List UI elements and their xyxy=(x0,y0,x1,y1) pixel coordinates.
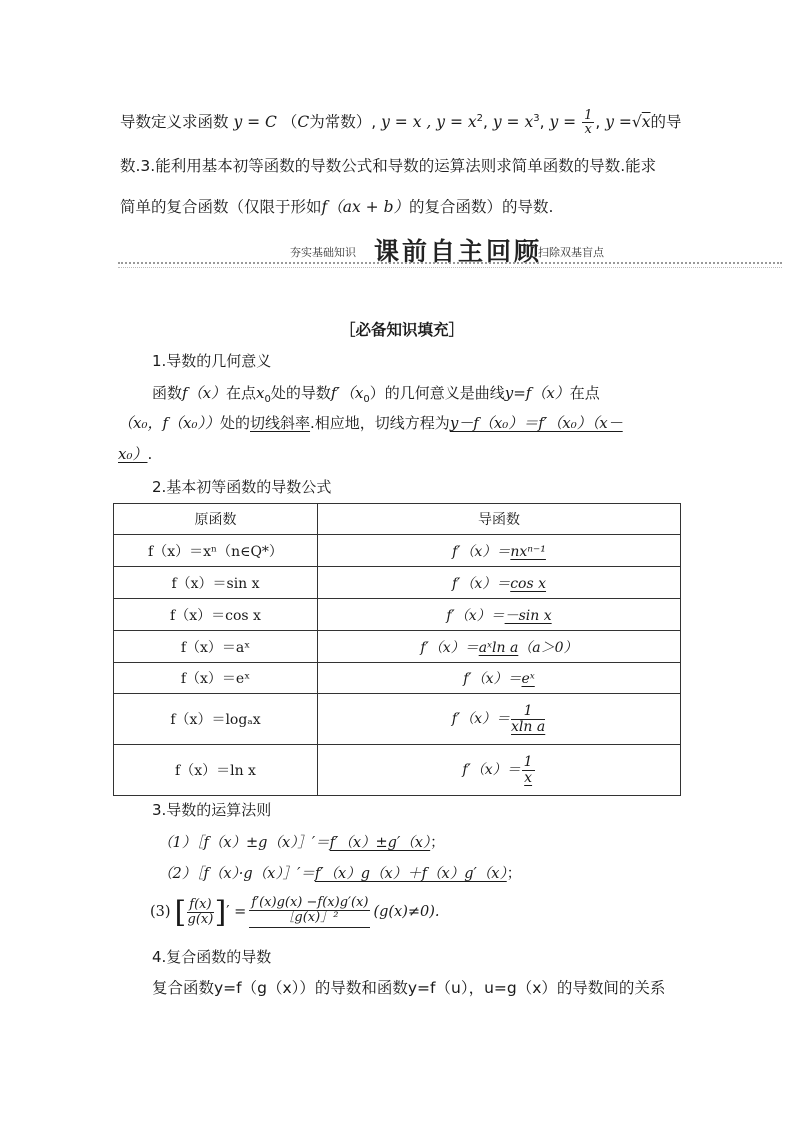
intro-text: 导数定义求函数 xyxy=(120,113,229,132)
formula-text: ′ = xyxy=(226,904,247,920)
formula-y-eq-sqrt: y = xyxy=(605,113,632,132)
table-cell-original: f（x）＝logₐx xyxy=(114,694,318,745)
fraction-numerator: 1 xyxy=(584,107,593,123)
s1-line-3 xyxy=(118,443,152,464)
formula-fx: f（x） xyxy=(182,384,227,402)
table-cell-derivative xyxy=(318,535,681,567)
table-cell-derivative xyxy=(318,599,681,631)
exponent: 3 xyxy=(533,113,540,124)
formula-c: C xyxy=(297,113,310,132)
intro-text: 的复合函数）的导数. xyxy=(409,198,554,216)
text: 处的导数 xyxy=(270,384,331,402)
rule-product xyxy=(158,862,521,883)
table-header-cell: 导函数 xyxy=(318,504,681,535)
rule-quotient xyxy=(150,890,440,934)
table-header-row xyxy=(114,504,681,535)
quotient-fraction xyxy=(187,898,213,926)
intro-line-3 xyxy=(120,196,553,218)
table-cell-original: f（x）＝eˣ xyxy=(114,663,318,694)
fraction-numerator: 1 xyxy=(511,704,545,720)
table-row xyxy=(114,631,681,663)
s4-line: 复合函数y=f（g（x））的导数和函数y=f（u），u=g（x）的导数间的关系 xyxy=(152,979,666,997)
banner-title: 课前自主回顾 xyxy=(374,237,543,266)
formula-text: f′（x）＝ xyxy=(451,711,511,727)
answer-blank: eˣ xyxy=(521,671,535,687)
sqrt-symbol: √ xyxy=(631,113,642,132)
s1-line-1 xyxy=(152,382,600,405)
text: 在点 xyxy=(226,384,257,402)
table-cell-derivative xyxy=(318,631,681,663)
exponent: 2 xyxy=(476,113,483,124)
table-cell-derivative xyxy=(318,663,681,694)
banner-divider xyxy=(118,262,782,264)
rule-sum xyxy=(158,831,445,852)
subscript: 0 xyxy=(264,394,271,405)
text: . xyxy=(147,445,153,463)
sqrt-argument: x xyxy=(641,113,651,132)
formula-text: （1）［f（x）±g（x）］′＝ xyxy=(158,835,330,851)
table-cell-original: f（x）＝cos x xyxy=(114,599,318,631)
fraction-denominator: g(x) xyxy=(187,911,214,927)
formula-curve: y=f（x） xyxy=(504,384,570,402)
formula-text: f′（x）＝ xyxy=(462,762,521,778)
answer-tangent-equation: y－f（x₀）＝f′（x₀）（x－ xyxy=(449,414,623,432)
banner-right-text: 扫除双基盲点 xyxy=(538,246,604,259)
formula-condition: (g(x)≠0). xyxy=(373,904,440,920)
formula-y-eq-x: y = x , xyxy=(381,113,432,132)
text: 处的 xyxy=(220,414,251,432)
formula-y-eq-x3: y = x xyxy=(492,113,534,132)
rule-label: (3) xyxy=(150,904,171,920)
formula-y-eq-c: y = C xyxy=(233,113,277,132)
fraction-numerator: f′(x)g(x) −f(x)g′(x) xyxy=(251,895,369,911)
text: ； xyxy=(506,866,522,882)
formula-fax-b: f（ax + b） xyxy=(321,198,409,216)
intro-text: 为常数）, xyxy=(309,113,377,132)
section-title: ［必备知识填充］ xyxy=(340,321,465,339)
answer-tangent-slope: 切线斜率 xyxy=(250,414,311,432)
table-header-cell: 原函数 xyxy=(114,504,318,535)
table-cell-original: f（x）＝xⁿ（n∈Q*） xyxy=(114,535,318,567)
answer-quotient-fraction xyxy=(249,896,370,927)
fraction-numerator: f(x) xyxy=(189,896,212,912)
fraction-denominator: xln a xyxy=(511,718,546,735)
table-row xyxy=(114,567,681,599)
subscript: 0 xyxy=(363,394,370,405)
table-cell-original: f（x）＝sin x xyxy=(114,567,318,599)
answer-blank: f′（x）g（x）＋f（x）g′（x） xyxy=(314,866,507,882)
answer-blank: f′（x）±g′（x） xyxy=(329,835,431,851)
intro-text: 的导 xyxy=(650,113,682,132)
answer-fraction xyxy=(522,755,535,785)
s1-line-2 xyxy=(118,412,623,433)
heading-derivative-formulas: 2.基本初等函数的导数公式 xyxy=(152,478,332,496)
derivative-table xyxy=(113,503,681,796)
answer-blank: nxⁿ⁻¹ xyxy=(510,543,546,560)
answer-blank: aˣln a xyxy=(478,639,519,656)
fraction-1-over-x xyxy=(582,109,594,137)
comma: , xyxy=(539,113,545,132)
intro-text: 简单的复合函数（仅限于形如 xyxy=(120,198,322,216)
table-cell-derivative xyxy=(318,567,681,599)
text: .相应地，切线方程为 xyxy=(310,414,450,432)
banner-divider xyxy=(118,267,782,268)
formula-text: f′（x）＝ xyxy=(451,575,511,592)
table-row xyxy=(114,535,681,567)
table-row xyxy=(114,663,681,694)
formula-condition: （a＞0） xyxy=(518,639,578,656)
banner-left-text: 夯实基础知识 xyxy=(290,246,356,259)
table-row xyxy=(114,745,681,796)
table-cell-original: f（x）＝aˣ xyxy=(114,631,318,663)
formula-text: f′（x）＝ xyxy=(446,607,505,624)
heading-operation-rules: 3.导数的运算法则 xyxy=(152,801,272,819)
fraction-denominator: x xyxy=(584,122,592,138)
answer-tangent-equation-end: x₀） xyxy=(118,445,148,463)
answer-fraction xyxy=(511,704,545,734)
intro-line-1 xyxy=(120,104,682,138)
table-cell-original: f（x）＝ln x xyxy=(114,745,318,796)
formula-x0: x xyxy=(256,384,265,402)
formula-text: f′（x）＝ xyxy=(420,639,479,656)
text: 的几何意义是曲线 xyxy=(384,384,505,402)
formula-text: f′（x）＝ xyxy=(463,671,522,687)
table-cell-derivative xyxy=(318,745,681,796)
text: ） xyxy=(369,384,385,402)
text: ； xyxy=(430,835,445,851)
intro-line-2: 数.3.能利用基本初等函数的导数公式和导数的运算法则求简单函数的导数.能求 xyxy=(120,157,657,175)
fraction-denominator: x xyxy=(524,769,533,786)
comma: , xyxy=(595,113,601,132)
table-cell-derivative xyxy=(318,694,681,745)
formula-text: （2）［f（x）·g（x）］′＝ xyxy=(158,866,315,882)
bracket-close: ] xyxy=(214,894,227,930)
formula-text: f′（x）＝ xyxy=(452,543,511,560)
text: 函数 xyxy=(152,384,183,402)
formula-y-eq-x2: y = x xyxy=(436,113,477,132)
text: 在点 xyxy=(569,384,600,402)
formula-y-eq: y = xyxy=(549,113,577,132)
formula-point: （x₀，f（x₀）） xyxy=(118,414,220,432)
intro-text: （ xyxy=(281,113,298,132)
fraction-denominator: ［g(x)］² xyxy=(249,911,370,928)
comma: , xyxy=(482,113,488,132)
fraction-numerator: 1 xyxy=(523,753,533,770)
heading-composite-derivative: 4.复合函数的导数 xyxy=(152,948,272,966)
bracket-open: [ xyxy=(174,894,187,930)
table-row xyxy=(114,599,681,631)
answer-blank: －sin x xyxy=(504,607,552,624)
table-row xyxy=(114,694,681,745)
answer-blank: cos x xyxy=(510,575,547,592)
heading-geometric-meaning: 1.导数的几何意义 xyxy=(152,352,272,370)
formula-f-prime: f′（x xyxy=(330,384,364,402)
